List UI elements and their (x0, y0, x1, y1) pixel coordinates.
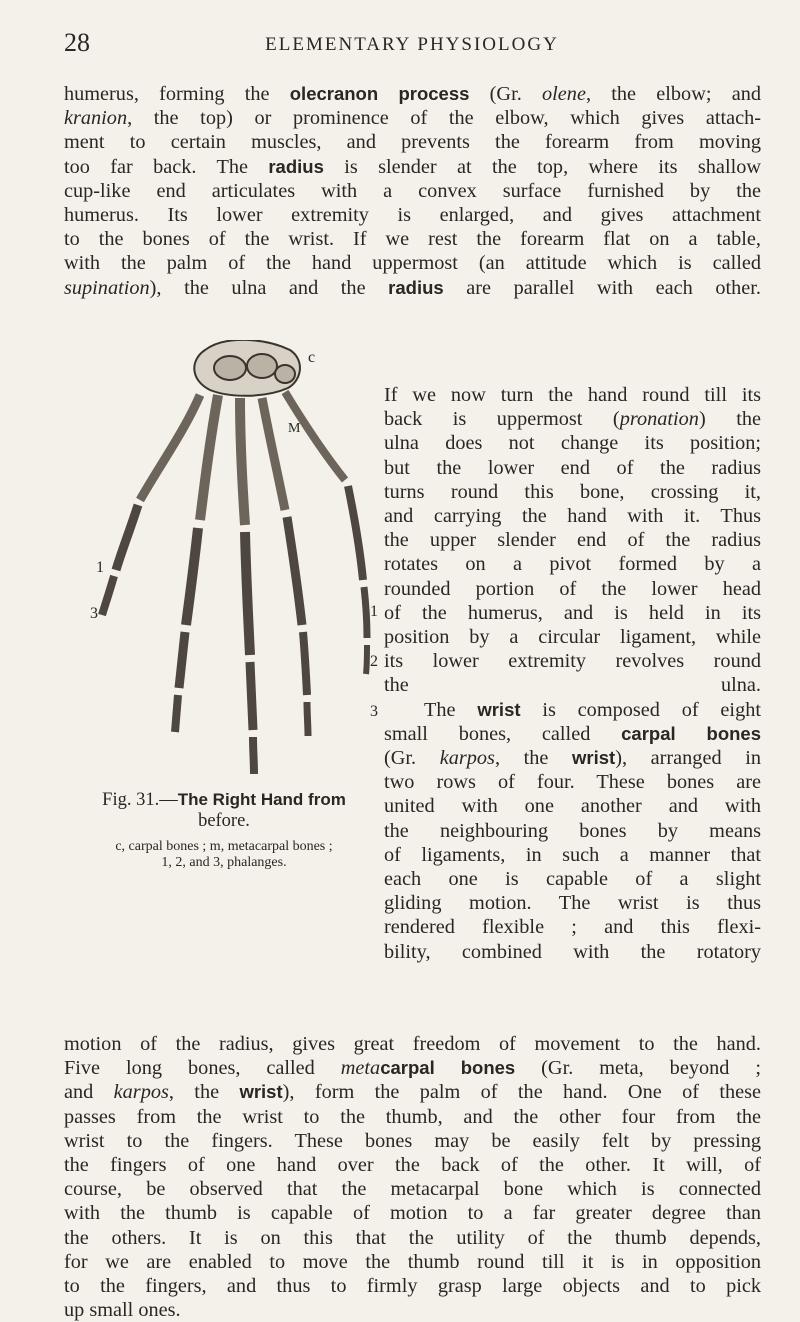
text-line: kranion, the top) or prominence of the elbow, which gives attach- (64, 107, 761, 130)
label-1-right: 1 (370, 603, 378, 620)
text-line: up small ones. (64, 1299, 181, 1322)
text-line: the neighbouring bones by means (384, 819, 761, 842)
text-line: rounded portion of the lower head (384, 577, 761, 600)
text-line: of ligaments, in such a manner that (384, 843, 761, 866)
text-line: of the humerus, and is held in its (384, 601, 761, 624)
label-3-right: 3 (370, 703, 378, 720)
running-title: ELEMENTARY PHYSIOLOGY (265, 34, 559, 55)
label-1-left: 1 (96, 559, 104, 576)
text-line: back is uppermost (pronation) the (384, 408, 761, 431)
text-line: If we now turn the hand round till its (384, 384, 761, 406)
hand-bones-illustration (90, 340, 380, 790)
text-line: rotates on a pivot formed by a (384, 553, 761, 576)
text-line: turns round this bone, crossing it, (384, 480, 761, 503)
text-line: the ulna. (384, 674, 761, 697)
hand-skeleton-figure (90, 340, 380, 790)
figure-caption (64, 790, 384, 870)
text-line: the others. It is on this that the utility of the thumb depends, (64, 1226, 761, 1249)
text-line: Five long bones, called metacarpal bones (Gr. meta, beyond ; (64, 1057, 761, 1080)
label-m: M (288, 421, 301, 436)
caption-legend: c, carpal bones ; m, metacarpal bones ; (115, 839, 333, 854)
text-line: passes from the wrist to the thumb, and the other four from the (64, 1105, 761, 1128)
text-line: motion of the radius, gives great freedom of movement to the hand. (64, 1033, 761, 1055)
text-line: for we are enabled to move the thumb round till it is in opposition (64, 1250, 761, 1273)
text-line: (Gr. karpos, the wrist), arranged in (384, 747, 761, 770)
paragraph-bottom (64, 1032, 761, 1322)
text-line: to the bones of the wrist. If we rest the forearm flat on a table, (64, 228, 761, 251)
text-line: rendered flexible ; and this flexi- (384, 916, 761, 939)
label-3-left: 3 (90, 605, 98, 622)
text-line: two rows of four. These bones are (384, 771, 761, 794)
text-line: humerus, forming the olecranon process (Gr. olene, the elbow; and (64, 83, 761, 105)
text-line: and karpos, the wrist), form the palm of the hand. One of these (64, 1081, 761, 1104)
caption-title: Fig. 31.—The Right Hand from (102, 790, 346, 810)
text-line: cup-like end articulates with a convex surface furnished by the (64, 179, 761, 202)
text-line: bility, combined with the rotatory (384, 940, 761, 963)
text-line: with the thumb is capable of motion to a far greater degree than (64, 1202, 761, 1225)
text-line: and carrying the hand with it. Thus (384, 505, 761, 528)
text-line: too far back. The radius is slender at the top, where its shallow (64, 155, 761, 178)
caption-title-continued: before. (198, 811, 250, 831)
paragraph-beside-figure (384, 383, 761, 964)
text-line: small bones, called carpal bones (384, 722, 761, 745)
paragraph-top (64, 82, 761, 300)
text-line: ment to certain muscles, and prevents the forearm from moving (64, 131, 761, 154)
text-line: united with one another and with (384, 795, 761, 818)
text-line: wrist to the fingers. These bones may be easily felt by pressing (64, 1129, 761, 1152)
text-line: each one is capable of a slight (384, 868, 761, 891)
caption-legend-continued: 1, 2, and 3, phalanges. (161, 855, 287, 870)
text-line: to the fingers, and thus to firmly grasp large objects and to pick (64, 1275, 761, 1298)
text-line: gliding motion. The wrist is thus (384, 892, 761, 915)
text-line: ulna does not change its position; (384, 432, 761, 455)
text-line: The wrist is composed of eight (424, 698, 761, 721)
text-line: course, be observed that the metacarpal bone which is connected (64, 1178, 761, 1201)
page-number: 28 (64, 28, 90, 57)
text-line: with the palm of the hand uppermost (an attitude which is called (64, 252, 761, 275)
text-line: the upper slender end of the radius (384, 529, 761, 552)
text-line: but the lower end of the radius (384, 456, 761, 479)
text-line: supination), the ulna and the radius are parallel with each other. (64, 276, 761, 299)
page-header (64, 22, 760, 58)
text-line: its lower extremity revolves round (384, 650, 761, 673)
label-c: c (308, 349, 316, 366)
text-line: humerus. Its lower extremity is enlarged, and gives attachment (64, 204, 761, 227)
label-2-right: 2 (370, 653, 378, 670)
text-line: position by a circular ligament, while (384, 626, 761, 649)
text-line: the fingers of one hand over the back of the other. It will, of (64, 1154, 761, 1177)
